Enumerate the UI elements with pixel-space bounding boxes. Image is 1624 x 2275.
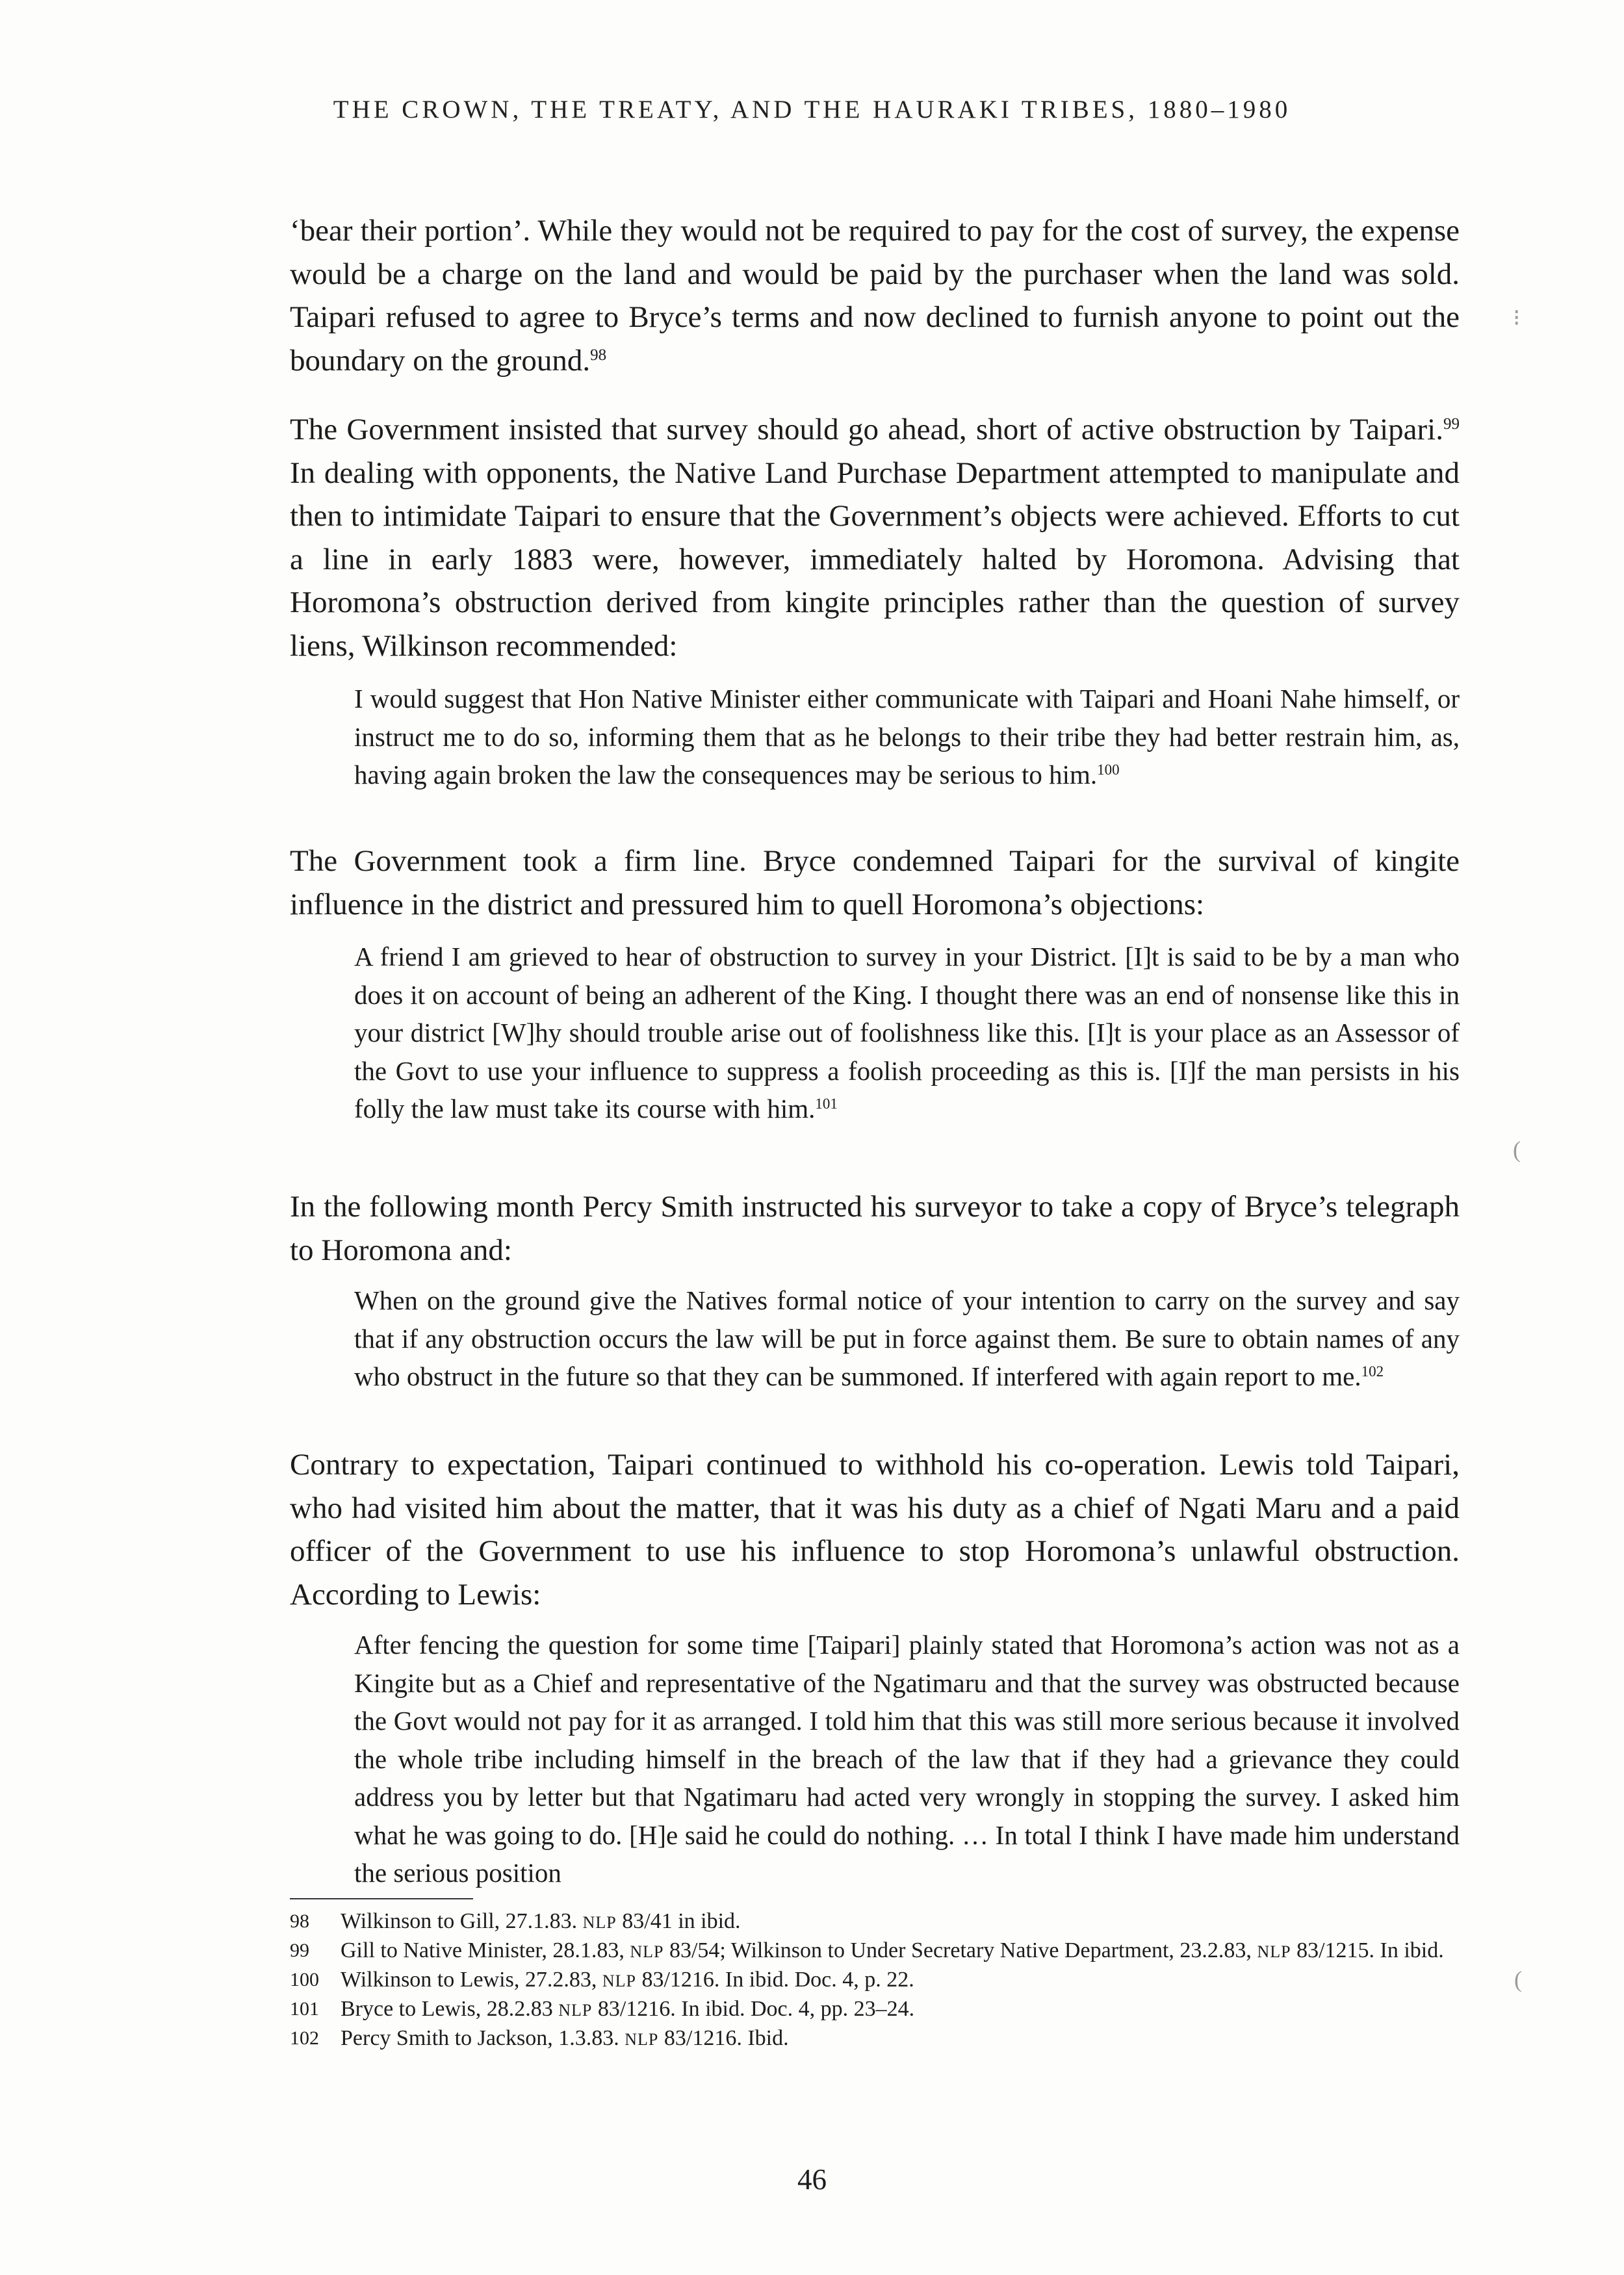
scan-mark: ( (1514, 1966, 1522, 1992)
footnote-ref[interactable]: 101 (815, 1096, 838, 1112)
footnote-number: 98 (290, 1910, 309, 1932)
footnote-101 (290, 1995, 1460, 2024)
footnote-number: 100 (290, 1969, 319, 1990)
block-quote-1 (290, 680, 1460, 794)
footnote-99 (290, 1936, 1460, 1966)
quote-text: After fencing the question for some time [Taipari] plainly stated that Horomona’s action was not as a Kingite but as a Chief and representative of the Ngatimaru and that the survey was obstructed because the Govt would not pay for it as arranged. I told him that this was still more serious because it involved the whole tribe including himself in the breach of the law that if they had a grievance they could address you by letter but that Ngatimaru had acted very wrongly in stopping the survey. I asked him what he was going to do. [H]e said he could do nothing. … In total I think I have made him understand the serious position (354, 1630, 1460, 1888)
block-quote-2 (290, 938, 1460, 1128)
paragraph-text: In the following month Percy Smith instructed his surveyor to take a copy of Bryce’s telegraph to Horomona and: (290, 1190, 1460, 1267)
quote-text: A friend I am grieved to hear of obstruction to survey in your District. [I]t is said to be by a man who does it on account of being an adherent of the King. I thought there was an end of nonsense like this in your district [W]hy should trouble arise out of foolishness like this. [I]t is your place as an Assessor of the Govt to use your influence to suppress a foolish proceeding as this is. [I]f the man persists in his folly the law must take its course with him. (354, 942, 1460, 1124)
footnotes (290, 1907, 1460, 2053)
paragraph-text: In dealing with opponents, the Native Land Purchase Department attempted to manipulate and then to intimidate Taipari to ensure that the Government’s objects were achieved. Efforts to cut a line in early 1883 were, however, immediately halted by Horomona. Advising that Horomona’s obstruction derived from kingite principles rather than the question of survey liens, Wilkinson recommended: (290, 456, 1460, 663)
body-paragraph-4 (290, 1185, 1460, 1272)
paragraph-text: The Government insisted that survey should go ahead, short of active obstruction by Taipari. (290, 413, 1443, 446)
scan-mark: ⁝ (1513, 305, 1521, 331)
footnote-text: Wilkinson to Gill, 27.1.83. NLP 83/41 in ibid. (341, 1909, 741, 1933)
footnote-text: Gill to Native Minister, 28.1.83, NLP 83/54; Wilkinson to Under Secretary Native Department, 23.2.83, NLP 83/1215. In ibid. (341, 1938, 1444, 1962)
block-quote-4 (290, 1626, 1460, 1892)
page-number: 46 (797, 2163, 827, 2196)
footnote-text: Bryce to Lewis, 28.2.83 NLP 83/1216. In ibid. Doc. 4, pp. 23–24. (341, 1997, 915, 2021)
paragraph-text: ‘bear their portion’. While they would not be required to pay for the cost of survey, the expense would be a charge on the land and would be paid by the purchaser when the land was sold. Taipari refused to agree to Bryce’s terms and now declined to furnish anyone to point out the boundary on the ground. (290, 214, 1460, 378)
quote-text: I would suggest that Hon Native Minister either communicate with Taipari and Hoani Nahe himself, or instruct me to do so, informing them that as he belongs to their tribe they had better restrain him, as, having again broken the law the consequences may be serious to him. (354, 684, 1460, 790)
block-quote-3 (290, 1281, 1460, 1396)
body-paragraph-5 (290, 1443, 1460, 1616)
footnote-ref[interactable]: 99 (1443, 415, 1460, 433)
footnote-102 (290, 2024, 1460, 2053)
footnote-number: 101 (290, 1998, 319, 2020)
paragraph-text: The Government took a firm line. Bryce condemned Taipari for the survival of kingite influence in the district and pressured him to quell Horomona’s objections: (290, 844, 1460, 921)
footnote-ref[interactable]: 100 (1097, 762, 1120, 778)
footnote-ref[interactable]: 102 (1361, 1363, 1384, 1380)
footnote-number: 99 (290, 1940, 309, 1961)
footnote-number: 102 (290, 2027, 319, 2049)
footnote-rule (290, 1898, 473, 1899)
running-head: THE CROWN, THE TREATY, AND THE HAURAKI TRIBES, 1880–1980 (333, 96, 1291, 123)
body-paragraph-3 (290, 840, 1460, 926)
scan-mark: ( (1513, 1137, 1521, 1163)
footnote-ref[interactable]: 98 (590, 346, 607, 364)
body-paragraph-1 (290, 209, 1460, 382)
footnote-text: Percy Smith to Jackson, 1.3.83. NLP 83/1216. Ibid. (341, 2026, 789, 2050)
footnote-text: Wilkinson to Lewis, 27.2.83, NLP 83/1216. In ibid. Doc. 4, p. 22. (341, 1968, 914, 1992)
quote-text: When on the ground give the Natives formal notice of your intention to carry on the survey and say that if any obstruction occurs the law will be put in force against them. Be sure to obtain names of any who obstruct in the future so that they can be summoned. If interfered with again report to me. (354, 1285, 1460, 1391)
body-paragraph-2 (290, 408, 1460, 667)
footnote-100 (290, 1966, 1460, 1995)
footnote-98 (290, 1907, 1460, 1936)
paragraph-text: Contrary to expectation, Taipari continued to withhold his co-operation. Lewis told Taipari, who had visited him about the matter, that it was his duty as a chief of Ngati Maru and a paid officer of the Government to use his influence to stop Horomona’s unlawful obstruction. According to Lewis: (290, 1448, 1460, 1612)
